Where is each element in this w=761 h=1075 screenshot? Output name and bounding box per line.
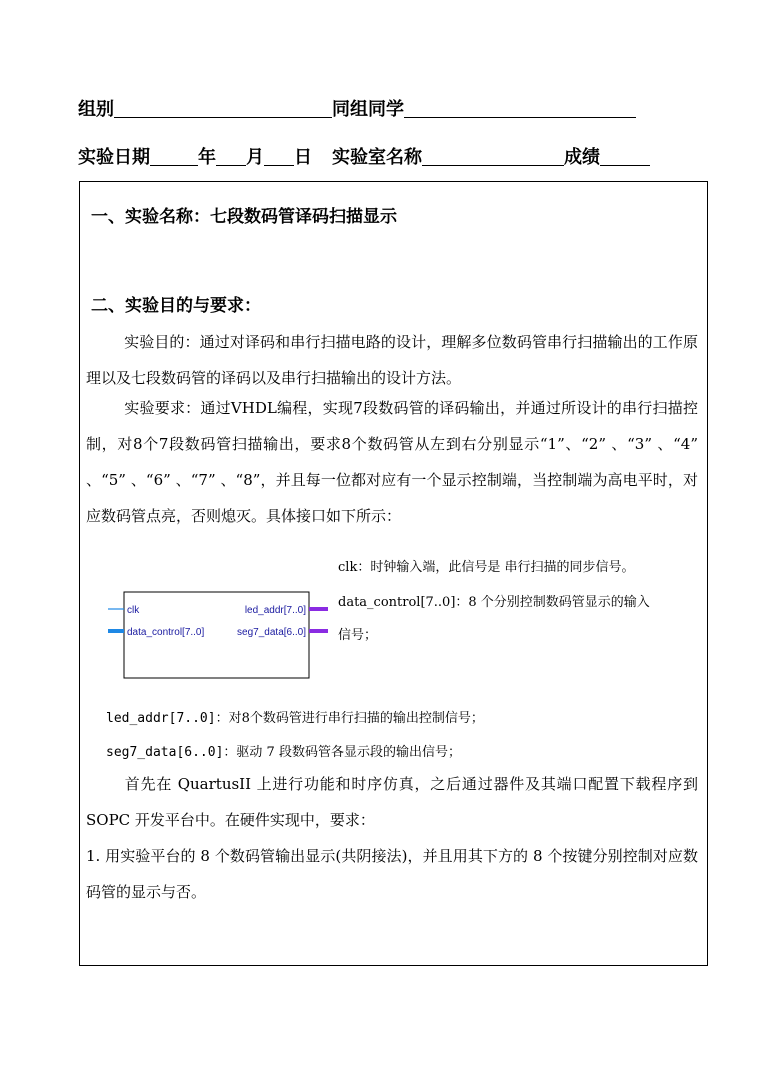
purpose-paragraph — [86, 324, 698, 396]
year-label: 年 — [198, 147, 216, 168]
day-label: 日 — [294, 147, 312, 168]
seg7-data-desc: ：驱动 7 段数码管各显示段的输出信号； — [223, 745, 461, 760]
port-note-data-control: data_control[7..0]：8 个分别控制数码管显示的输入 — [338, 595, 650, 610]
score-blank — [600, 147, 650, 166]
year-blank — [150, 147, 198, 166]
month-blank — [216, 147, 246, 166]
clk-port-label: clk — [127, 605, 140, 616]
group-label: 组别 — [78, 99, 114, 120]
simulation-text: 首先在 QuartusII 上进行功能和时序仿真，之后通过器件及其端口配置下载程序到 SOPC 开发平台中。在硬件实现中，要求： — [86, 775, 698, 829]
block-symbol-diagram — [108, 590, 328, 680]
day-blank — [264, 147, 294, 166]
requirement-paragraph — [86, 390, 698, 534]
header-row-2 — [78, 143, 650, 169]
port-note-clk: clk：时钟输入端，此信号是 串行扫描的同步信号。 — [338, 560, 635, 575]
seg7-data-port-label: seg7_data[6..0] — [237, 627, 306, 638]
group-blank — [114, 99, 332, 118]
score-label: 成绩 — [564, 147, 600, 168]
lab-blank — [422, 147, 564, 166]
header-row-1 — [78, 95, 636, 121]
seg7-data-name: seg7_data[6..0] — [106, 745, 224, 760]
partner-blank — [404, 99, 636, 118]
requirement-text: 实验要求：通过VHDL编程，实现7段数码管的译码输出，并通过所设计的串行扫描控制，对8个7段数码管扫描输出，要求8个数码管从左到右分别显示“1”、“2” 、“3” 、“4” 、“5” 、“6” 、“7” 、“8”，并且每一位都对应有一个显示控制端，当控制端为高电平时，对应数码管点亮，否则熄灭。具体接口如下所示： — [86, 399, 698, 525]
month-label: 月 — [246, 147, 264, 168]
item-1-paragraph — [86, 838, 698, 910]
data-control-port-label: data_control[7..0] — [127, 627, 205, 638]
port-note-data-control-cont: 信号； — [338, 628, 378, 643]
signal-seg7-data — [106, 741, 461, 760]
signal-led-addr — [106, 707, 484, 726]
date-label: 实验日期 — [78, 147, 150, 168]
led-addr-port-label: led_addr[7..0] — [244, 605, 306, 616]
partner-label: 同组同学 — [332, 99, 404, 120]
simulation-paragraph — [86, 766, 698, 838]
item-1-text: 1. 用实验平台的 8 个数码管输出显示(共阴接法)，并且用其下方的 8 个按键分别控制对应数码管的显示与否。 — [86, 847, 698, 901]
lab-label: 实验室名称 — [332, 147, 422, 168]
led-addr-desc: ：对8个数码管进行串行扫描的输出控制信号； — [215, 711, 484, 726]
purpose-text: 实验目的：通过对译码和串行扫描电路的设计，理解多位数码管串行扫描输出的工作原理以及七段数码管的译码以及串行扫描输出的设计方法。 — [86, 333, 698, 387]
section-2-title: 二、实验目的与要求： — [91, 296, 261, 316]
led-addr-name: led_addr[7..0] — [106, 711, 216, 726]
section-1-title: 一、实验名称：七段数码管译码扫描显示 — [91, 207, 397, 227]
